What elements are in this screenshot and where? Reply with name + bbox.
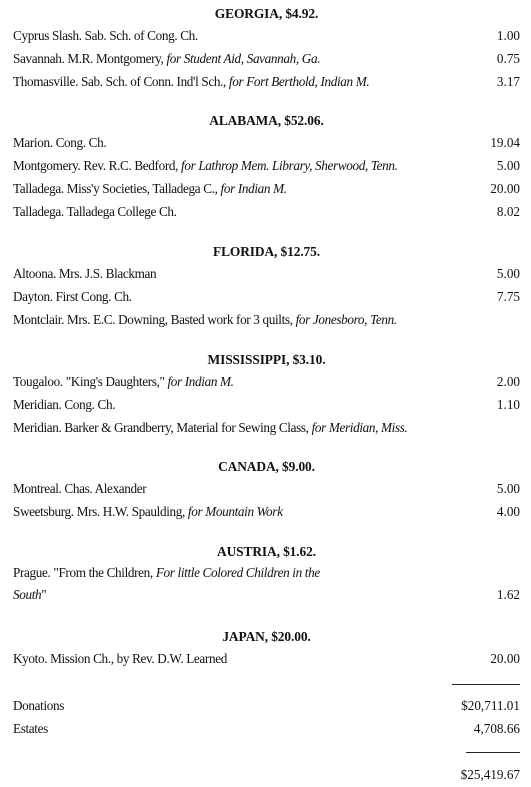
entry-amount: 0.75	[496, 51, 520, 66]
entry-row	[13, 477, 520, 500]
totals-block	[13, 694, 520, 740]
entry-purpose: for Jonesboro, Tenn.	[295, 312, 397, 327]
grand-total-block	[13, 763, 520, 786]
section-heading: GEORGIA, $4.92.	[214, 6, 319, 21]
section-austria	[13, 542, 520, 606]
entry-row	[13, 393, 520, 416]
entry-row	[13, 262, 520, 285]
estates-label: Estates	[13, 721, 48, 736]
entry-amount: 20.00	[490, 181, 520, 196]
estates-row	[13, 717, 520, 740]
entry-row	[13, 647, 520, 670]
entry-text: Cyprus Slash. Sab. Sch. of Cong. Ch.	[13, 28, 198, 43]
section-alabama	[13, 111, 520, 223]
entry-description	[13, 562, 353, 606]
section-heading: ALABAMA, $52.06.	[209, 113, 324, 128]
entry-text: Montgomery. Rev. R.C. Bedford,	[13, 158, 182, 173]
entry-amount: 5.00	[496, 266, 520, 281]
entry-description	[13, 70, 369, 93]
entry-description	[13, 285, 132, 308]
section-heading: CANADA, $9.00.	[218, 459, 315, 474]
entry-text: Meridian. Barker & Grandberry, Material for Sewing Class,	[13, 420, 312, 435]
grand-total-amount: $25,419.67	[460, 767, 520, 782]
entry-purpose: for Indian M.	[220, 181, 287, 196]
section-rows	[13, 562, 520, 606]
entry-description	[13, 262, 156, 285]
section-rows	[13, 24, 520, 93]
entry-row	[13, 500, 520, 523]
total-rule	[466, 752, 520, 753]
section-heading: AUSTRIA, $1.62.	[217, 544, 316, 559]
donations-label: Donations	[13, 698, 65, 713]
section-rows	[13, 647, 520, 670]
entry-row	[13, 47, 520, 70]
entry-row	[13, 131, 520, 154]
entry-text: Marion. Cong. Ch.	[13, 135, 107, 150]
entry-description	[13, 24, 198, 47]
entry-row	[13, 70, 520, 93]
entry-description	[13, 370, 234, 393]
entry-purpose: for Student Aid, Savannah, Ga.	[166, 51, 321, 66]
entry-row	[13, 24, 520, 47]
entry-row	[13, 154, 520, 177]
entry-purpose: For little Colored Children in the South	[13, 565, 320, 602]
section-rows	[13, 477, 520, 523]
entry-purpose: for Lathrop Mem. Library, Sherwood, Tenn.	[181, 158, 398, 173]
section-rows	[13, 262, 520, 331]
entry-text: Meridian. Cong. Ch.	[13, 397, 116, 412]
section-heading: FLORIDA, $12.75.	[212, 244, 321, 259]
entry-description	[13, 477, 146, 500]
entry-description	[13, 131, 106, 154]
entry-amount: 1.62	[496, 587, 520, 602]
entry-text: Montclair. Mrs. E.C. Downing, Basted work for 3 quilts,	[13, 312, 296, 327]
grand-total-row	[13, 763, 520, 786]
entry-text: Talladega. Miss'y Societies, Talladega C.,	[13, 181, 221, 196]
entry-description	[13, 154, 398, 177]
entry-amount: 1.10	[496, 397, 520, 412]
entry-text: Dayton. First Cong. Ch.	[13, 289, 132, 304]
entry-purpose: for Indian M.	[167, 374, 234, 389]
entry-description	[13, 308, 397, 331]
entry-row	[13, 200, 520, 223]
entry-description	[13, 416, 407, 439]
entry-row	[13, 308, 520, 331]
entry-amount: 20.00	[490, 651, 520, 666]
entry-purpose: for Fort Berthold, Indian M.	[228, 74, 370, 89]
entry-row	[13, 285, 520, 308]
section-rows	[13, 370, 520, 439]
entry-text: Kyoto. Mission Ch., by Rev. D.W. Learned	[13, 651, 227, 666]
section-mississippi	[13, 350, 520, 439]
entry-description	[13, 500, 283, 523]
entry-purpose: for Meridian, Miss.	[311, 420, 408, 435]
entry-row	[13, 370, 520, 393]
entry-amount: 1.00	[496, 28, 520, 43]
entry-text: Sweetsburg. Mrs. H.W. Spaulding,	[13, 504, 188, 519]
entry-amount: 5.00	[496, 481, 520, 496]
entry-description	[13, 647, 227, 670]
entry-purpose: for Mountain Work	[187, 504, 283, 519]
entry-row	[13, 177, 520, 200]
entry-description	[13, 47, 320, 70]
entry-text: Prague. "From the Children,	[13, 565, 156, 580]
section-heading: MISSISSIPPI, $3.10.	[207, 352, 326, 367]
entry-row	[13, 416, 520, 439]
section-georgia	[13, 4, 520, 93]
entry-text: Thomasville. Sab. Sch. of Conn. Ind'l Sch.,	[13, 74, 229, 89]
entry-suffix: "	[41, 587, 47, 602]
entry-amount: 8.02	[496, 204, 520, 219]
entry-text: Montreal. Chas. Alexander	[13, 481, 147, 496]
entry-description	[13, 393, 115, 416]
section-rows	[13, 131, 520, 223]
entry-amount: 7.75	[496, 289, 520, 304]
section-heading: JAPAN, $20.00.	[222, 629, 311, 644]
entry-amount: 4.00	[496, 504, 520, 519]
entry-amount: 3.17	[496, 74, 520, 89]
section-florida	[13, 242, 520, 331]
entry-amount: 2.00	[496, 374, 520, 389]
section-canada	[13, 457, 520, 523]
section-japan	[13, 627, 520, 670]
entry-text: Savannah. M.R. Montgomery,	[13, 51, 167, 66]
estates-amount: 4,708.66	[473, 721, 520, 736]
donations-amount: $20,711.01	[461, 698, 520, 713]
donations-row	[13, 694, 520, 717]
entry-description	[13, 177, 287, 200]
entry-text: Talladega. Talladega College Ch.	[13, 204, 177, 219]
entry-text: Altoona. Mrs. J.S. Blackman	[13, 266, 157, 281]
subtotal-rule	[452, 684, 520, 685]
entry-description	[13, 200, 177, 223]
entry-row	[13, 562, 520, 606]
entry-amount: 5.00	[496, 158, 520, 173]
entry-amount: 19.04	[490, 135, 520, 150]
entry-text: Tougaloo. "King's Daughters,"	[13, 374, 168, 389]
